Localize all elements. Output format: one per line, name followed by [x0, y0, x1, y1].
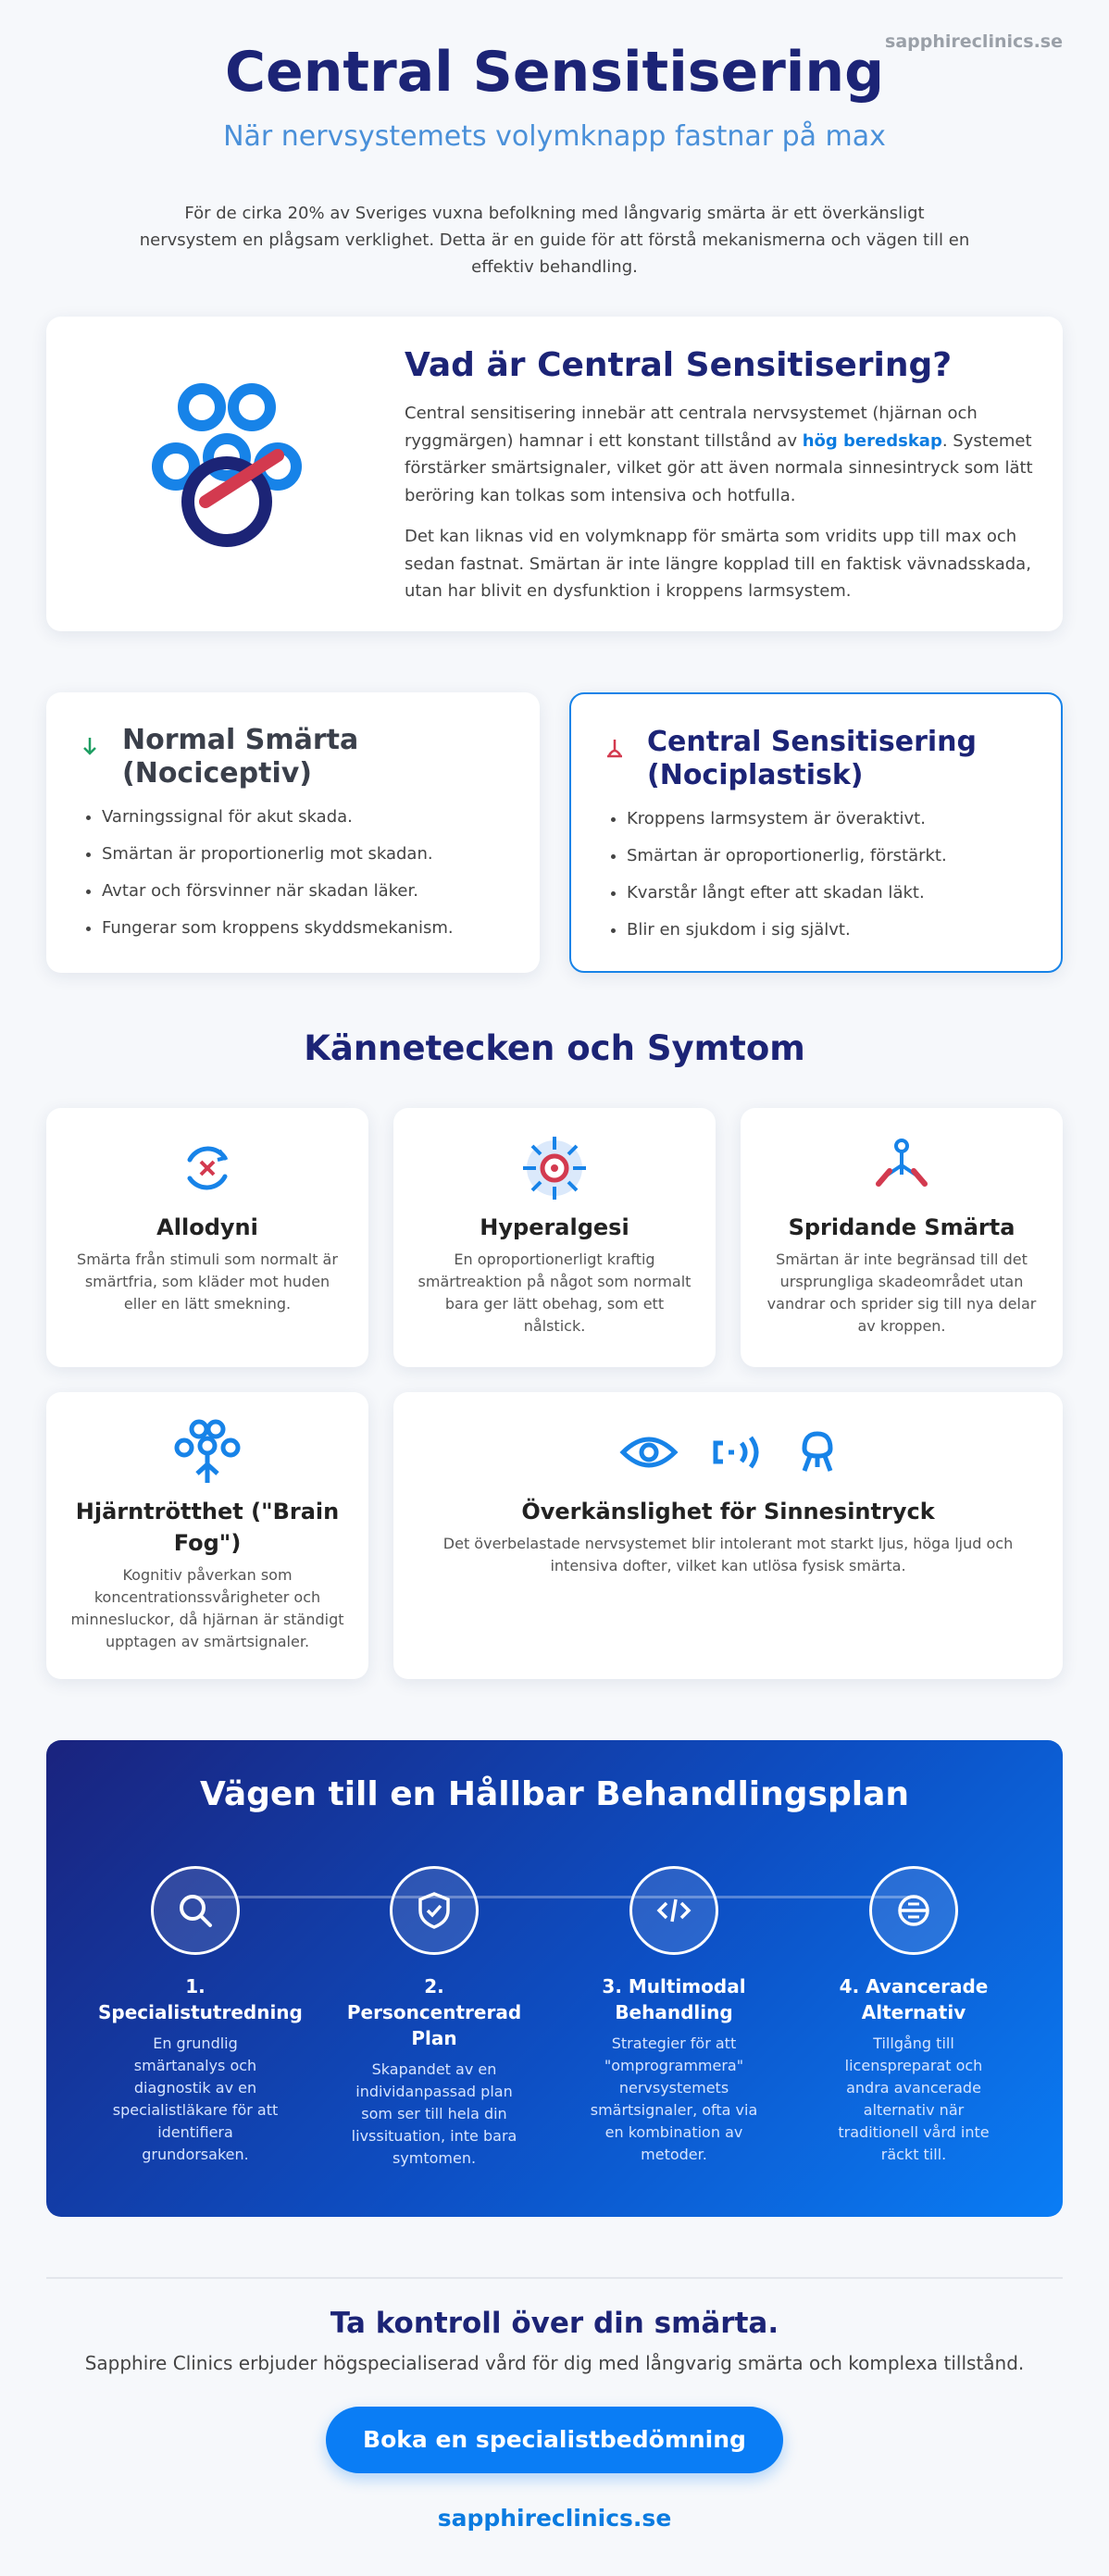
symptom-title: Överkänslighet för Sinnesintryck [521, 1499, 935, 1524]
what-paragraph-1: Central sensitisering innebär att centrala nervsystemet (hjärnan och ryggmärgen) hamnar i ett konstant tillstånd av hög beredskap. Systemet förstärker smärtsignaler, vilket gör att även normala sinnesintryck som lätt beröring kan tolkas som intensiva och hotfulla. [405, 404, 1033, 505]
cta-title: Ta kontroll över din smärta. [330, 2307, 779, 2340]
list-item: • Fungerar som kroppens skyddsmekanism. [102, 918, 506, 939]
search-icon [175, 1890, 216, 1931]
step-text: Tillgång till licenspreparat och andra avancerade alternativ när traditionell vård inte räckt till. [838, 2035, 990, 2163]
treatment-step [816, 1866, 1011, 2166]
what-paragraph-2: Det kan liknas vid en volymknapp för smärta som vridits upp till max och sedan fastnat. Smärtan är inte längre kopplad till en faktisk vävnadsskada, utan har blivit en dysfunktion i kroppens larmsystem. [405, 527, 1031, 601]
highlight-text: hög beredskap [802, 430, 942, 451]
cta-text: Sapphire Clinics erbjuder högspecialiserad vård för dig med långvarig smärta och komplexa tillstånd. [84, 2352, 1025, 2374]
page-subtitle: När nervsystemets volymknapp fastnar på max [223, 120, 886, 153]
page-title: Central Sensitisering [224, 40, 885, 105]
symptom-card-hyperalgesia [393, 1108, 716, 1367]
step-title: 3. Multimodal Behandling [602, 1975, 746, 2023]
step-title: 1. Specialistutredning [98, 1975, 303, 2023]
symptom-title: Hjärntrötthet ("Brain Fog") [75, 1499, 340, 1556]
treatment-title: Vägen till en Hållbar Behandlingsplan [199, 1775, 910, 1813]
site-url-top[interactable]: sapphireclinics.se [885, 31, 1063, 52]
symptom-text: Det överbelastade nervsystemet blir intolerant mot starkt ljus, höga ljud och intensiva dofter, vilket kan utlösa fysisk smärta. [442, 1535, 1014, 1574]
step-text: Skapandet av en individanpassad plan som ser till hela din livssituation, inte bara symtomen. [351, 2060, 517, 2167]
code-icon [654, 1890, 694, 1931]
alarm-icon [604, 726, 647, 763]
list-item: • Smärtan är oproportionerlig, förstärkt. [627, 846, 1028, 866]
arrow-down-icon [80, 724, 122, 761]
spreading-pain-icon [871, 1138, 932, 1199]
treatment-step [98, 1866, 303, 2166]
symptom-text: En oproportionerligt kraftig smärtreaktion på något som normalt bara ger lätt obehag, som ett nålstick. [417, 1251, 692, 1335]
symptom-text: Smärtan är inte begränsad till det ursprungliga skadeområdet utan vandrar och sprider sig till nya delar av kroppen. [766, 1251, 1037, 1335]
sound-wave-icon [710, 1430, 766, 1475]
symptom-text: Kognitiv påverkan som koncentrationssvårigheter och minnesluckor, då hjärnan är ständigt upptagen av smärtsignaler. [70, 1566, 344, 1650]
neuron-volume-icon [139, 381, 315, 566]
nose-smell-icon [797, 1430, 838, 1475]
step-text: En grundlig smärtanalys och diagnostik av en specialistläkare för att identifiera grundorsaken. [112, 2035, 279, 2163]
divider [46, 2277, 1063, 2279]
shield-check-icon [416, 1890, 453, 1931]
pill-icon [893, 1890, 934, 1931]
what-is-card [46, 317, 1063, 631]
central-title: Central Sensitisering (Nociplastisk) [647, 726, 978, 791]
site-url-link[interactable]: sapphireclinics.se [437, 2505, 672, 2532]
symptom-card-sensory [393, 1392, 1063, 1679]
step-text: Strategier för att "omprogrammera" nervsystemets smärtsignaler, ofta via en kombination av metoder. [590, 2035, 758, 2163]
normal-pain-card [46, 692, 540, 973]
step-title: 2. Personcentrerad Plan [346, 1975, 522, 2049]
treatment-section [46, 1740, 1063, 2217]
normal-pain-title: Normal Smärta (Nociceptiv) [122, 724, 359, 790]
intro-text: För de cirka 20% av Sveriges vuxna befolkning med långvarig smärta är ett överkänsligt nervsystem en plågsam verklighet. Detta är en guide för att förstå mekanismerna och vägen till en effektiv behandling. [139, 204, 970, 277]
treatment-step [337, 1866, 531, 2170]
what-title: Vad är Central Sensitisering? [405, 346, 953, 384]
list-item: • Varningssignal för akut skada. [102, 807, 506, 828]
symptom-card-brain-fog [46, 1392, 368, 1679]
book-assessment-button[interactable]: Boka en specialistbedömning [326, 2407, 783, 2473]
cta-section [0, 2305, 1109, 2532]
target-burst-icon [520, 1134, 589, 1202]
list-item: • Smärtan är proportionerlig mot skadan. [102, 844, 506, 865]
neuron-cluster-icon [173, 1418, 242, 1487]
treatment-step [577, 1866, 771, 2166]
symptom-card-allodynia [46, 1108, 368, 1367]
eye-icon [619, 1430, 679, 1475]
list-item: • Avtar och försvinner när skadan läker. [102, 881, 506, 902]
step-title: 4. Avancerade Alternativ [839, 1975, 989, 2023]
timeline-line [194, 1896, 916, 1898]
list-item: • Kroppens larmsystem är överaktivt. [627, 809, 1028, 829]
symptom-title: Allodyni [156, 1214, 258, 1240]
symptoms-title: Kännetecken och Symtom [304, 1028, 805, 1068]
touch-pain-icon [177, 1138, 238, 1199]
list-item: • Blir en sjukdom i sig självt. [627, 920, 1028, 940]
list-item: • Kvarstår långt efter att skadan läkt. [627, 883, 1028, 903]
symptom-text: Smärta från stimuli som normalt är smärtfria, som kläder mot huden eller en lätt smekning. [77, 1251, 338, 1313]
symptom-card-spreading [741, 1108, 1063, 1367]
central-sensitization-card [569, 692, 1063, 973]
symptom-title: Spridande Smärta [788, 1214, 1016, 1240]
symptom-title: Hyperalgesi [480, 1214, 629, 1240]
hero [0, 39, 1109, 280]
